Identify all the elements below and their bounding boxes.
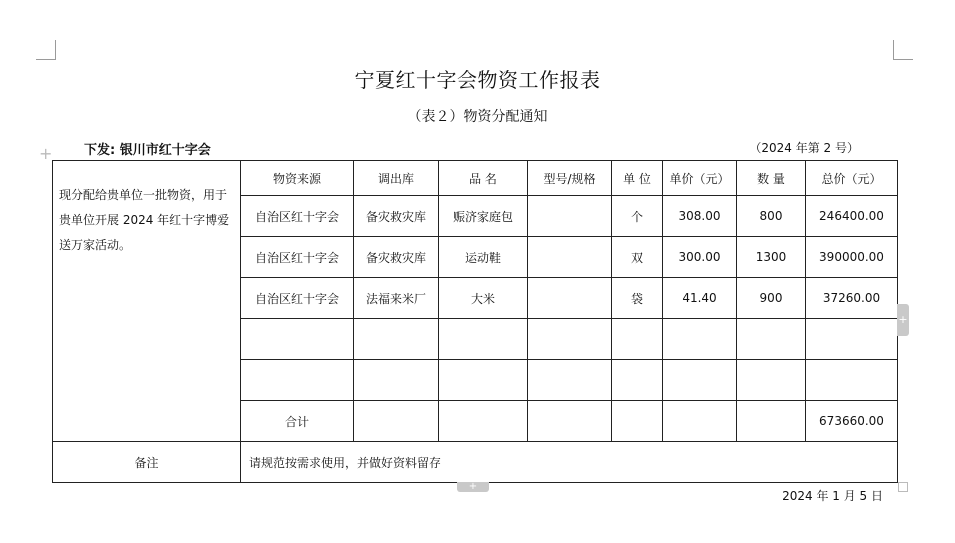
cell-spec (528, 278, 612, 319)
note-label: 备注 (53, 442, 241, 483)
document-title: 宁夏红十字会物资工作报表 (354, 68, 601, 92)
cell-total-price: 37260.00 (806, 278, 898, 319)
header-cell: 单价（元） (663, 161, 737, 196)
header-cell: 物资来源 (241, 161, 354, 196)
cell-warehouse (354, 319, 439, 360)
recipient-line: 下发: 银川市红十字会 (84, 143, 211, 158)
header-cell: 品 名 (439, 161, 528, 196)
cell-spec (528, 196, 612, 237)
cell-spec (528, 319, 612, 360)
cell-spec (528, 237, 612, 278)
cell-source (241, 319, 354, 360)
total-empty-cell (354, 401, 439, 442)
intro-text: 现分配给贵单位一批物资，用于贵单位开展 2024 年红十字博爱送万家活动。 (53, 161, 241, 442)
cell-source: 自治区红十字会 (241, 237, 354, 278)
cell-total-price (806, 319, 898, 360)
cell-unit-price: 300.00 (663, 237, 737, 278)
cell-unit: 袋 (612, 278, 663, 319)
cell-quantity: 1300 (737, 237, 806, 278)
cell-unit-price: 41.40 (663, 278, 737, 319)
page-corner-mark-top-left (36, 40, 56, 60)
cell-unit-price (663, 319, 737, 360)
cell-quantity (737, 319, 806, 360)
cell-warehouse: 法福来米厂 (354, 278, 439, 319)
cell-unit (612, 360, 663, 401)
header-cell: 调出库 (354, 161, 439, 196)
cell-total-price: 246400.00 (806, 196, 898, 237)
cell-quantity: 900 (737, 278, 806, 319)
cell-source: 自治区红十字会 (241, 278, 354, 319)
table-resize-handle-icon[interactable] (898, 482, 908, 492)
cell-warehouse: 备灾救灾库 (354, 196, 439, 237)
total-empty-cell (528, 401, 612, 442)
cell-total-price (806, 360, 898, 401)
allocation-table (52, 160, 898, 483)
cell-total-price: 390000.00 (806, 237, 898, 278)
cell-unit: 双 (612, 237, 663, 278)
cell-quantity: 800 (737, 196, 806, 237)
header-cell: 型号/规格 (528, 161, 612, 196)
total-label: 合计 (241, 401, 354, 442)
cell-item-name: 大米 (439, 278, 528, 319)
cell-item-name (439, 319, 528, 360)
document-date: 2024 年 1 月 5 日 (782, 489, 883, 503)
cell-warehouse (354, 360, 439, 401)
table-header-row (53, 161, 898, 196)
total-empty-cell (663, 401, 737, 442)
cell-item-name: 赈济家庭包 (439, 196, 528, 237)
cell-item-name: 运动鞋 (439, 237, 528, 278)
total-value: 673660.00 (806, 401, 898, 442)
cell-unit-price: 308.00 (663, 196, 737, 237)
cell-source: 自治区红十字会 (241, 196, 354, 237)
cell-source (241, 360, 354, 401)
note-text: 请规范按需求使用，并做好资料留存 (241, 442, 898, 483)
header-cell: 数 量 (737, 161, 806, 196)
cell-warehouse: 备灾救灾库 (354, 237, 439, 278)
add-row-handle-icon[interactable]: + (457, 482, 489, 492)
document-subtitle: （表２）物资分配通知 (407, 109, 548, 125)
cell-item-name (439, 360, 528, 401)
cell-unit-price (663, 360, 737, 401)
total-empty-cell (439, 401, 528, 442)
header-cell: 总价（元） (806, 161, 898, 196)
cell-unit: 个 (612, 196, 663, 237)
total-empty-cell (612, 401, 663, 442)
header-cell: 单 位 (612, 161, 663, 196)
add-column-handle-icon[interactable]: + (897, 304, 909, 336)
page-corner-mark-top-right (893, 40, 913, 60)
cell-unit (612, 319, 663, 360)
note-row (53, 442, 898, 483)
total-empty-cell (737, 401, 806, 442)
cell-quantity (737, 360, 806, 401)
document-number: （2024 年第 2 号） (749, 141, 859, 155)
cell-spec (528, 360, 612, 401)
table-move-handle-icon[interactable]: + (39, 144, 53, 163)
